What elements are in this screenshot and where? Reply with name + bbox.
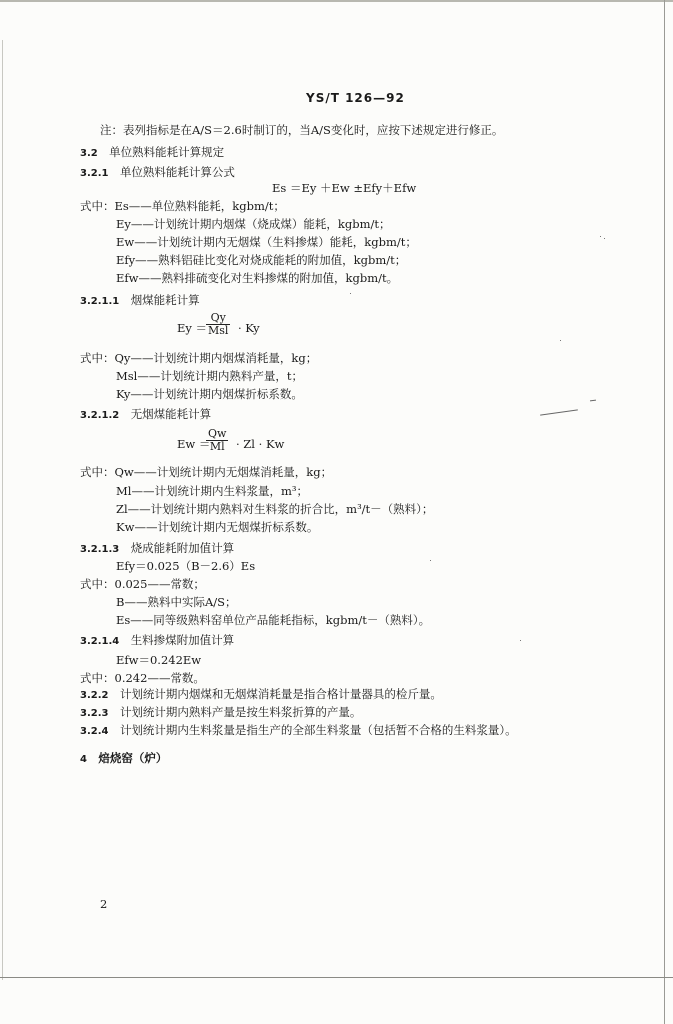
definition-symbol: Es [114, 199, 129, 213]
definition-line [80, 350, 317, 366]
section-title: 烟煤能耗计算 [130, 293, 200, 307]
definition-symbol: 0.025 [114, 577, 148, 591]
section-number: 4 [80, 754, 87, 765]
definition-text: ——计划统计期内熟料产量，t； [137, 369, 303, 383]
formula-fraction [206, 312, 230, 337]
definition-line [116, 386, 303, 402]
section-title: 单位熟料能耗计算规定 [109, 145, 225, 159]
definition-text: ——同等级熟料窑单位产品能耗指标，kgbm/t－（熟料）。 [130, 613, 431, 627]
definition-symbol: Kw [116, 520, 135, 534]
section-text: 计划统计期内烟煤和无烟煤消耗量是指合格计量器具的检斤量。 [119, 687, 442, 701]
definition-symbol: B [116, 595, 125, 609]
section-3-2-1-1 [80, 292, 200, 310]
section-number: 3.2.2 [80, 690, 109, 701]
fraction-denominator: Ml [209, 440, 225, 453]
section-3-2-1-4 [80, 632, 234, 650]
scan-edge-right [664, 0, 665, 1024]
formula-rhs: · Ky [238, 321, 260, 335]
definition-lead: 式中： [80, 671, 115, 685]
definition-line [116, 216, 391, 232]
scan-bottom-edge [0, 977, 673, 978]
definition-text: ——熟料中实际A/S； [124, 595, 237, 609]
section-3-2-2 [80, 686, 442, 704]
definition-text: ——熟料铝硅比变化对烧成能耗的附加值，kgbm/t； [135, 253, 407, 267]
definition-line [116, 594, 237, 610]
scan-speck [430, 560, 431, 561]
scan-speck [560, 340, 561, 341]
section-title: 单位熟料能耗计算公式 [119, 165, 235, 179]
section-number: 3.2 [80, 148, 98, 159]
definition-symbol: Ky [116, 387, 131, 401]
definition-lead: 式中： [80, 465, 115, 479]
definition-lead: 式中： [80, 351, 115, 365]
definition-symbol: Es [116, 613, 131, 627]
definition-symbol: Qw [114, 465, 134, 479]
definition-symbol: Ml [116, 484, 132, 498]
definition-line [116, 234, 417, 250]
definition-symbol: Msl [116, 369, 138, 383]
formula-rhs: · Zl · Kw [236, 437, 285, 451]
scan-mark [540, 409, 578, 415]
definition-symbol: Efy [116, 253, 136, 267]
definition-lead: 式中： [80, 199, 115, 213]
definition-line [80, 670, 205, 686]
definition-text: ——计划统计期内烟煤折标系数。 [130, 387, 303, 401]
formula-main: Es ＝Ey ＋Ew ±Efy＋Efw [272, 181, 417, 195]
fraction-numerator: Qy [206, 312, 230, 325]
definition-symbol: Qy [114, 351, 131, 365]
scan-speck [600, 236, 601, 237]
section-number: 3.2.1.1 [80, 296, 120, 307]
definition-text: ——计划统计期内无烟煤（生料掺煤）能耗，kgbm/t； [134, 235, 417, 249]
scan-edge-top [0, 0, 673, 2]
section-title: 焙烧窑（炉） [98, 751, 168, 765]
definition-line [80, 576, 205, 592]
formula-efw: Efw＝0.242Ew [116, 653, 202, 667]
definition-lead: 式中： [80, 577, 115, 591]
definition-line [116, 519, 318, 535]
definition-symbol: Efw [116, 271, 139, 285]
scan-speck [604, 238, 605, 239]
definition-line [116, 252, 406, 268]
definition-line [116, 612, 430, 628]
definition-line [116, 368, 303, 384]
definition-line [116, 270, 398, 286]
section-number: 3.2.1.2 [80, 410, 120, 421]
section-3-2-1-3 [80, 540, 234, 558]
section-3-2-1-2 [80, 406, 211, 424]
page-number: 2 [100, 897, 108, 911]
fraction-denominator: Msl [208, 324, 229, 337]
section-3-2 [80, 144, 224, 162]
section-4 [80, 750, 167, 768]
section-3-2-1 [80, 164, 235, 182]
scan-speck [520, 640, 521, 641]
formula-efy: Efy＝0.025（B－2.6）Es [116, 559, 256, 573]
definition-line [80, 464, 332, 480]
section-title: 烧成能耗附加值计算 [130, 541, 235, 555]
formula-lhs: Ey ＝ [177, 321, 208, 335]
definition-text: ——常数。 [147, 671, 205, 685]
definition-text: ——计划统计期内烟煤消耗量，kg； [130, 351, 318, 365]
scan-edge-left [2, 40, 3, 980]
scan-speck [350, 293, 351, 294]
scan-mark [590, 400, 596, 402]
section-title: 生料掺煤附加值计算 [130, 633, 235, 647]
definition-symbol: Ey [116, 217, 131, 231]
definition-line [116, 501, 433, 517]
section-number: 3.2.4 [80, 726, 109, 737]
section-3-2-3 [80, 704, 361, 722]
definition-text: ——单位熟料能耗，kgbm/t； [128, 199, 285, 213]
section-number: 3.2.1 [80, 168, 109, 179]
section-number: 3.2.3 [80, 708, 109, 719]
standard-code-header: YS/T 126—92 [306, 91, 405, 105]
definition-symbol: Zl [116, 502, 128, 516]
section-number: 3.2.1.4 [80, 636, 120, 647]
definition-symbol: 0.242 [114, 671, 148, 685]
section-text: 计划统计期内熟料产量是按生料浆折算的产量。 [119, 705, 362, 719]
definition-text: ——计划统计期内烟煤（烧成煤）能耗，kgbm/t； [130, 217, 391, 231]
section-3-2-4 [80, 722, 517, 740]
section-title: 无烟煤能耗计算 [130, 407, 212, 421]
fraction-numerator: Qw [208, 427, 227, 440]
definition-line [116, 483, 308, 499]
definition-symbol: Ew [116, 235, 135, 249]
section-text: 计划统计期内生料浆量是指生产的全部生料浆量（包括暂不合格的生料浆量）。 [119, 723, 517, 737]
table-note: 注：表列指标是在A/S＝2.6时制订的，当A/S变化时，应按下述规定进行修正。 [100, 123, 504, 137]
section-number: 3.2.1.3 [80, 544, 120, 555]
definition-text: ——计划统计期内无烟煤折标系数。 [134, 520, 319, 534]
definition-line [80, 198, 285, 214]
definition-text: ——计划统计期内熟料对生料浆的折合比，m³/t－（熟料）； [127, 502, 434, 516]
formula-fraction [206, 428, 228, 453]
definition-text: ——熟料排硫变化对生料掺煤的附加值，kgbm/t。 [138, 271, 399, 285]
definition-text: ——计划统计期内生料浆量，m³； [131, 484, 308, 498]
definition-text: ——计划统计期内无烟煤消耗量，kg； [133, 465, 333, 479]
formula-lhs: Ew ＝ [177, 437, 211, 451]
definition-text: ——常数； [147, 577, 205, 591]
